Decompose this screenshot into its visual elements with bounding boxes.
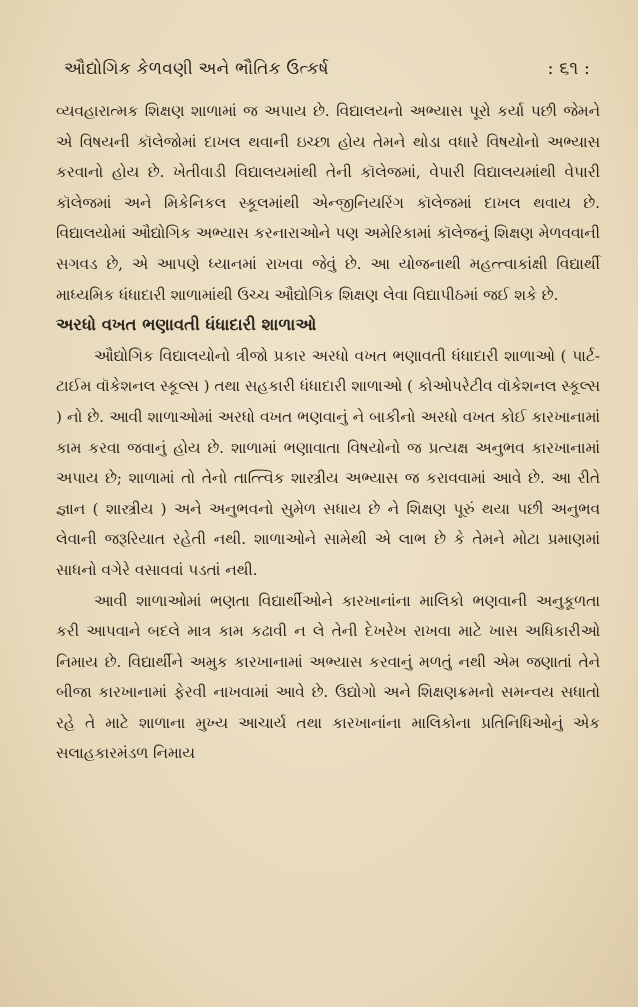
page-number: : ૬૧ : [547,58,590,79]
section-heading: અરધો વખત ભણાવતી ધંધાદારી શાળાઓ [56,315,317,335]
running-title: ઔદ્યોગિક કેળવણી અને ભૌતિક ઉત્કર્ષ [64,59,329,79]
paragraph-3: આવી શાળાઓમાં ભણતા વિદ્યાર્થીઓને કારખાનાંના માલિકો ભણવાની અનુકૂળતા કરી આપવાને બદલે માત્ર કામ કઢાવી ન લે તેની દેખરેખ રાખવા માટે ખાસ અધિકારીઓ નિમાય છે. વિદ્યાર્થીને અમુક કારખાનામાં અભ્યાસ કરવાનું મળતું નથી એમ જણાતાં તેને બીજા કારખાનામાં ફેરવી નાખવામાં આવે છે. ઉદ્યોગો અને શિક્ષણક્રમનો સમન્વય સધાતો રહે તે માટે શાળાના મુખ્ય આચાર્ય તથા કારખાનાંના માલિકોના પ્રતિનિધિઓનું એક સલાહકારમંડળ નિમાય [56,591,600,763]
paragraph-2: ઔદ્યોગિક વિદ્યાલયોનો ત્રીજો પ્રકાર અરધો વખત ભણાવતી ધંધાદારી શાળાઓ ( પાર્ટ-ટાઈમ વૉકેશનલ સ્કૂલ્સ ) તથા સહકારી ધંધાદારી શાળાઓ ( કોઓપરેટીવ વૉકેશનલ સ્કૂલ્સ ) નો છે. આવી શાળાઓમાં અરધો વખત ભણવાનું ને બાકીનો અરધો વખત કોઈ કારખાનામાં કામ કરવા જવાનું હોય છે. શાળામાં ભણાવાતા વિષયોનો જ પ્રત્યક્ષ અનુભવ કારખાનામાં અપાય છે; શાળામાં તો તેનો તાત્ત્વિક શાસ્ત્રીય અભ્યાસ જ કરાવવામાં આવે છે. આ રીતે જ્ઞાન ( શાસ્ત્રીય ) અને અનુભવનો સુમેળ સધાય છે ને શિક્ષણ પૂરું થયા પછી અનુભવ લેવાની જરૂરિયાત રહેતી નથી. શાળાઓને સામેથી એ લાભ છે કે તેમને મોટા પ્રમાણમાં સાધનો વગેરે વસાવવાં પડતાં નથી. [56,346,600,579]
paragraph-1: વ્યવહારાત્મક શિક્ષણ શાળામાં જ અપાય છે. વિદ્યાલયનો અભ્યાસ પૂરો કર્યા પછી જેમને એ વિષયની કૉલેજોમાં દાખલ થવાની ઇચ્છા હોય તેમને થોડા વધારે વિષયોનો અભ્યાસ કરવાનો હોય છે. ખેતીવાડી વિદ્યાલયમાંથી તેની કૉલેજમાં, વેપારી વિદ્યાલયમાંથી વેપારી કૉલેજમાં અને મિકેનિકલ સ્કૂલમાંથી એન્જીનિયરિંગ કૉલેજમાં દાખલ થવાય છે. વિદ્યાલયોમાં ઔદ્યોગિક અભ્યાસ કરનારાઓને પણ અમેરિકામાં કૉલેજનું શિક્ષણ મેળવવાની સગવડ છે, એ આપણે ધ્યાનમાં રાખવા જેવું છે. આ યોજનાથી મહત્ત્વાકાંક્ષી વિદ્યાર્થી માધ્યમિક ધંધાદારી શાળામાંથી ઉચ્ચ ઔદ્યોગિક શિક્ષણ લેવા વિદ્યાપીઠમાં જઈ શકે છે. [56,102,600,304]
running-header [64,58,600,92]
body-text [56,96,600,769]
